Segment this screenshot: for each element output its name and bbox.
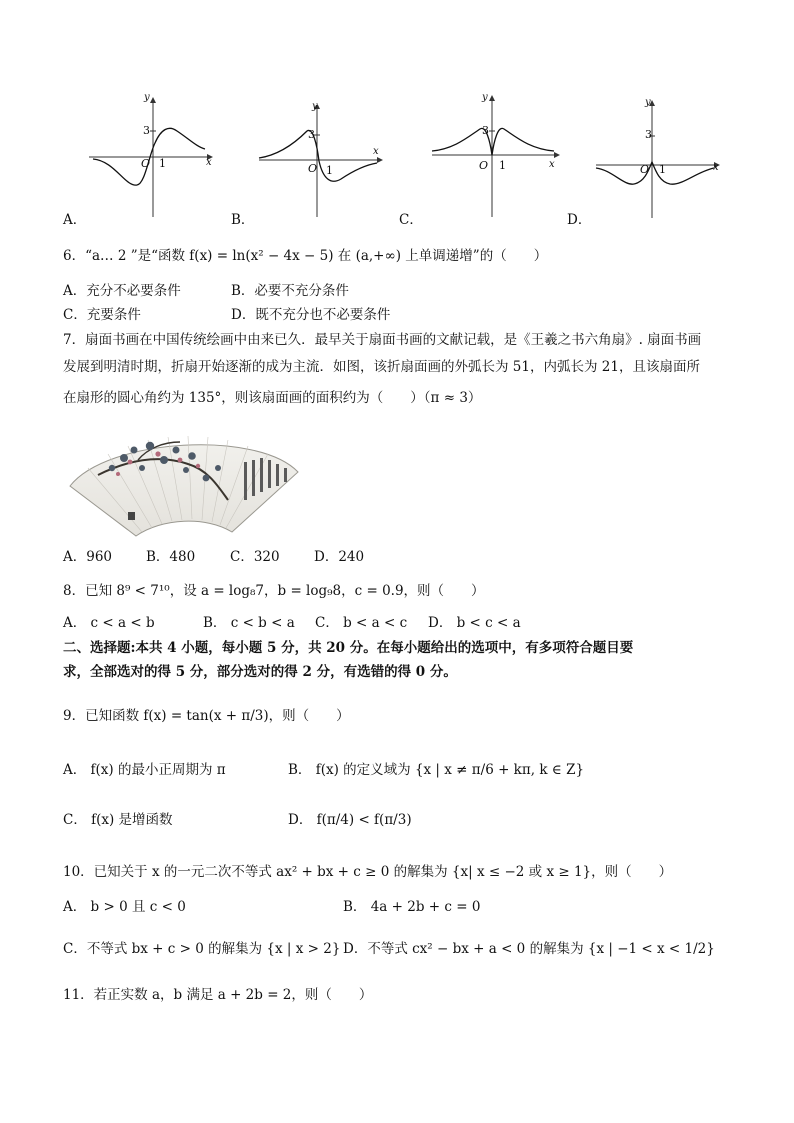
graph-c-label[interactable]: C． xyxy=(399,212,423,228)
graph-b-x: x xyxy=(373,146,379,157)
q7-option-c[interactable]: C．320 xyxy=(230,549,280,565)
q6-stem: 6．“a… 2 ”是“函数 f(x) = ln(x² − 4x − 5) 在 (a,+∞) 上单调递增”的（ ） xyxy=(63,248,548,264)
q7-option-a[interactable]: A．960 xyxy=(63,549,113,565)
graph-d-x: x xyxy=(713,162,719,173)
q7-line1: 7．扇面书画在中国传统绘画中由来已久．最早关于扇面书画的文献记载，是《王羲之书六角扇》. 扇面书画 xyxy=(63,332,702,348)
q7-option-b[interactable]: B．480 xyxy=(146,549,196,565)
q8-stem: 8．已知 8⁹ < 7¹⁰，设 a = log₈7，b = log₉8，c = 0.9，则（ ） xyxy=(63,583,485,599)
graph-a-one: 1 xyxy=(159,157,166,170)
q6-option-c[interactable]: C．充要条件 xyxy=(63,307,141,323)
q6-option-d[interactable]: D．既不充分也不必要条件 xyxy=(231,307,391,323)
graph-d-y: y xyxy=(645,97,651,108)
section2-heading-line2: 求，全部选对的得 5 分，部分选对的得 2 分，有选错的得 0 分。 xyxy=(63,664,457,680)
q10-option-d[interactable]: D．不等式 cx² − bx + a < 0 的解集为 {x | −1 < x < 1/2} xyxy=(343,941,715,957)
graph-b xyxy=(255,105,385,220)
q9-option-d[interactable]: D． f(π/4) < f(π/3) xyxy=(288,812,412,828)
graph-d-label[interactable]: D． xyxy=(567,212,592,228)
q7-line2: 发展到明清时期，折扇开始逐渐的成为主流．如图，该折扇面画的外弧长为 51，内弧长为 21，且该扇面所 xyxy=(63,359,700,375)
graph-c xyxy=(428,95,563,220)
graph-b-one: 1 xyxy=(326,164,333,177)
q9-option-a[interactable]: A． f(x) 的最小正周期为 π xyxy=(63,762,226,778)
q8-option-b[interactable]: B． c < b < a xyxy=(203,615,295,631)
q9-stem: 9．已知函数 f(x) = tan(x + π/3)，则（ ） xyxy=(63,708,350,724)
q9-option-b[interactable]: B． f(x) 的定义域为 {x | x ≠ π/6 + kπ, k ∈ Z} xyxy=(288,762,585,778)
graph-d-origin: O xyxy=(640,163,650,176)
q6-option-a[interactable]: A．充分不必要条件 xyxy=(63,283,181,299)
graph-c-three: 3 xyxy=(482,124,489,137)
graph-c-x: x xyxy=(549,159,555,170)
graph-a-three: 3 xyxy=(143,124,150,137)
graph-b-three: 3 xyxy=(308,128,315,141)
graph-d xyxy=(592,100,722,220)
graph-d-three: 3 xyxy=(645,128,652,141)
graph-d-one: 1 xyxy=(659,163,666,176)
section2-heading-line1: 二、选择题:本共 4 小题，每小题 5 分，共 20 分。在每小题给出的选项中，有多项符合题目要 xyxy=(63,640,634,656)
graph-a-origin: O xyxy=(141,157,151,170)
graph-a-y: y xyxy=(144,92,150,103)
q10-stem: 10．已知关于 x 的一元二次不等式 ax² + bx + c ≥ 0 的解集为 {x| x ≤ −2 或 x ≥ 1}，则（ ） xyxy=(63,864,673,880)
q8-option-a[interactable]: A． c < a < b xyxy=(63,615,155,631)
q10-option-a[interactable]: A． b > 0 且 c < 0 xyxy=(63,899,186,915)
q8-option-d[interactable]: D． b < c < a xyxy=(428,615,521,631)
graph-c-y: y xyxy=(482,92,488,103)
q11-stem: 11．若正实数 a，b 满足 a + 2b = 2，则（ ） xyxy=(63,987,373,1003)
graph-c-origin: O xyxy=(479,159,489,172)
graph-b-y: y xyxy=(312,101,318,112)
q9-option-c[interactable]: C． f(x) 是增函数 xyxy=(63,812,173,828)
q6-option-b[interactable]: B．必要不充分条件 xyxy=(231,283,349,299)
graph-c-one: 1 xyxy=(499,159,506,172)
q10-option-b[interactable]: B． 4a + 2b + c = 0 xyxy=(343,899,481,915)
graph-b-label[interactable]: B． xyxy=(231,212,255,228)
q10-option-c[interactable]: C．不等式 bx + c > 0 的解集为 {x | x > 2} xyxy=(63,941,341,957)
q8-option-c[interactable]: C． b < a < c xyxy=(315,615,408,631)
fan-painting-image xyxy=(68,420,300,538)
graph-a-label[interactable]: A． xyxy=(63,212,87,228)
q7-line3: 在扇形的圆心角约为 135°，则该扇面画的面积约为（ ）（π ≈ 3） xyxy=(63,390,482,406)
graph-a-x: x xyxy=(206,157,212,168)
q7-option-d[interactable]: D．240 xyxy=(314,549,365,565)
graph-b-origin: O xyxy=(308,162,318,175)
